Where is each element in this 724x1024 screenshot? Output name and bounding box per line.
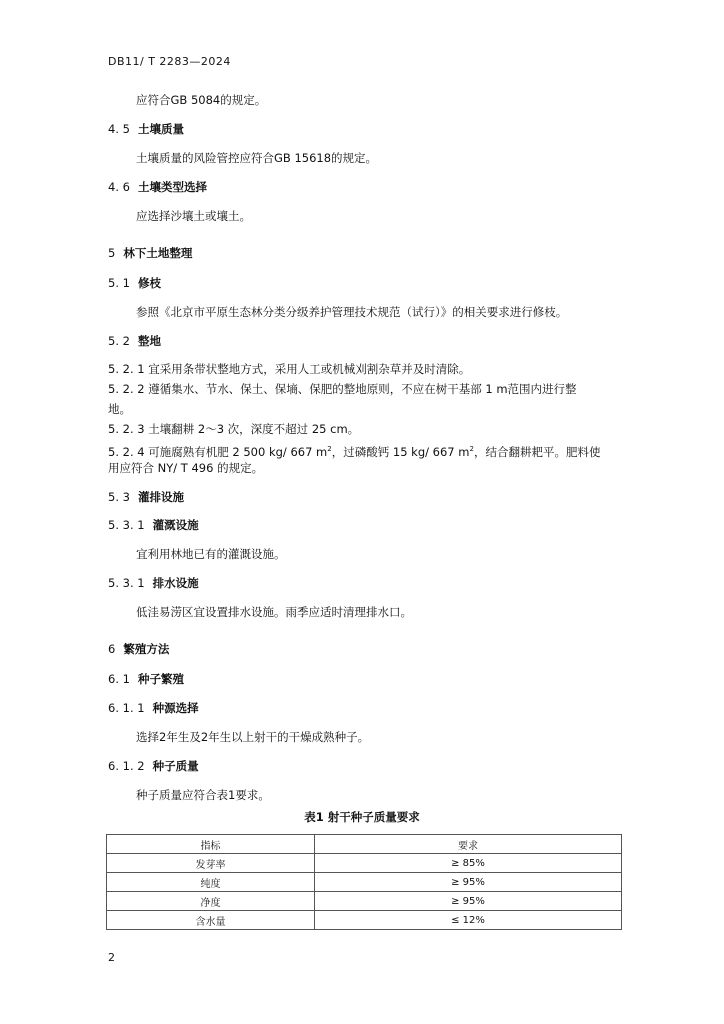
heading-number: 6 bbox=[108, 642, 116, 656]
clause-5-2-4-continued: 用应符合 NY/ T 496 的规定。 bbox=[108, 461, 264, 475]
clause-5-2-4 bbox=[108, 442, 600, 459]
heading-6 bbox=[108, 642, 169, 656]
heading-5-2 bbox=[108, 334, 161, 348]
clause-5-2-2-continued: 地。 bbox=[108, 402, 131, 416]
table-cell: 净度 bbox=[107, 892, 315, 911]
paragraph-irrigation: 宜利用林地已有的灌溉设施。 bbox=[136, 547, 286, 561]
clause-5-2-1: 5. 2. 1 宜采用条带状整地方式，采用人工或机械刈割杂草并及时清除。 bbox=[108, 362, 471, 376]
table-cell: 含水量 bbox=[107, 911, 315, 930]
paragraph-soil-type: 应选择沙壤土或壤土。 bbox=[136, 209, 251, 223]
heading-5 bbox=[108, 246, 192, 260]
clause-5-2-3: 5. 2. 3 土壤翻耕 2～3 次，深度不超过 25 cm。 bbox=[108, 422, 360, 436]
table-cell: ≥ 95% bbox=[315, 892, 622, 911]
heading-6-1 bbox=[108, 672, 184, 686]
heading-5-3-1-irrigation bbox=[108, 518, 199, 532]
heading-4-6 bbox=[108, 180, 207, 194]
heading-title: 种子质量 bbox=[152, 759, 199, 773]
clause-5-2-2: 5. 2. 2 遵循集水、节水、保土、保墒、保肥的整地原则，不应在树干基部 1 m范围内进行整 bbox=[108, 382, 577, 396]
heading-4-5 bbox=[108, 122, 184, 136]
table-header-cell: 指标 bbox=[107, 835, 315, 854]
heading-number: 5. 2 bbox=[108, 334, 130, 348]
heading-title: 繁殖方法 bbox=[123, 642, 170, 656]
table-cell: ≥ 85% bbox=[315, 854, 622, 873]
heading-number: 5. 3 bbox=[108, 490, 130, 504]
superscript: 2 bbox=[469, 445, 474, 453]
heading-title: 灌排设施 bbox=[137, 490, 184, 504]
heading-title: 修枝 bbox=[137, 276, 161, 290]
table-cell: 发芽率 bbox=[107, 854, 315, 873]
table-row bbox=[107, 911, 622, 930]
paragraph-seed-quality: 种子质量应符合表1要求。 bbox=[136, 788, 270, 802]
seed-quality-table bbox=[106, 834, 622, 930]
heading-title: 整地 bbox=[137, 334, 161, 348]
heading-title: 林下土地整理 bbox=[123, 246, 193, 260]
table-cell: ≥ 95% bbox=[315, 873, 622, 892]
paragraph-drainage: 低洼易涝区宜设置排水设施。雨季应适时清理排水口。 bbox=[136, 605, 412, 619]
paragraph-soil-quality: 土壤质量的风险管控应符合GB 15618的规定。 bbox=[136, 151, 378, 165]
heading-title: 种子繁殖 bbox=[137, 672, 184, 686]
table-header-cell: 要求 bbox=[315, 835, 622, 854]
table-caption: 表1 射干种子质量要求 bbox=[304, 810, 420, 824]
superscript: 2 bbox=[327, 445, 332, 453]
table-row bbox=[107, 892, 622, 911]
heading-6-1-1 bbox=[108, 701, 199, 715]
heading-5-1 bbox=[108, 276, 161, 290]
table-header-row bbox=[107, 835, 622, 854]
table-row bbox=[107, 854, 622, 873]
heading-number: 6. 1. 1 bbox=[108, 701, 145, 715]
heading-title: 土壤质量 bbox=[137, 122, 184, 136]
heading-number: 6. 1. 2 bbox=[108, 759, 145, 773]
heading-title: 种源选择 bbox=[152, 701, 199, 715]
table-cell: 纯度 bbox=[107, 873, 315, 892]
heading-number: 4. 5 bbox=[108, 122, 130, 136]
heading-number: 5 bbox=[108, 246, 116, 260]
heading-number: 5. 3. 1 bbox=[108, 576, 145, 590]
paragraph-seed-source: 选择2年生及2年生以上射干的干燥成熟种子。 bbox=[136, 730, 370, 744]
heading-title: 土壤类型选择 bbox=[137, 180, 207, 194]
table-row bbox=[107, 873, 622, 892]
clause-text: 5. 2. 4 可施腐熟有机肥 2 500 kg/ 667 m bbox=[108, 445, 328, 459]
paragraph-pruning: 参照《北京市平原生态林分类分级养护管理技术规范（试行）》的相关要求进行修枝。 bbox=[136, 305, 568, 319]
heading-6-1-2 bbox=[108, 759, 199, 773]
heading-number: 5. 3. 1 bbox=[108, 518, 145, 532]
document-code-header: DB11/ T 2283—2024 bbox=[108, 55, 231, 68]
heading-title: 排水设施 bbox=[152, 576, 199, 590]
heading-title: 灌溉设施 bbox=[152, 518, 199, 532]
page-number: 2 bbox=[108, 951, 115, 964]
heading-5-3-1-drainage bbox=[108, 576, 199, 590]
clause-text: ，过磷酸钙 15 kg/ 667 m bbox=[331, 445, 470, 459]
paragraph-water-quality: 应符合GB 5084的规定。 bbox=[136, 93, 267, 107]
table-cell: ≤ 12% bbox=[315, 911, 622, 930]
clause-text: ，结合翻耕耙平。肥料使 bbox=[473, 445, 601, 459]
heading-number: 4. 6 bbox=[108, 180, 130, 194]
heading-number: 6. 1 bbox=[108, 672, 130, 686]
heading-number: 5. 1 bbox=[108, 276, 130, 290]
heading-5-3 bbox=[108, 490, 184, 504]
